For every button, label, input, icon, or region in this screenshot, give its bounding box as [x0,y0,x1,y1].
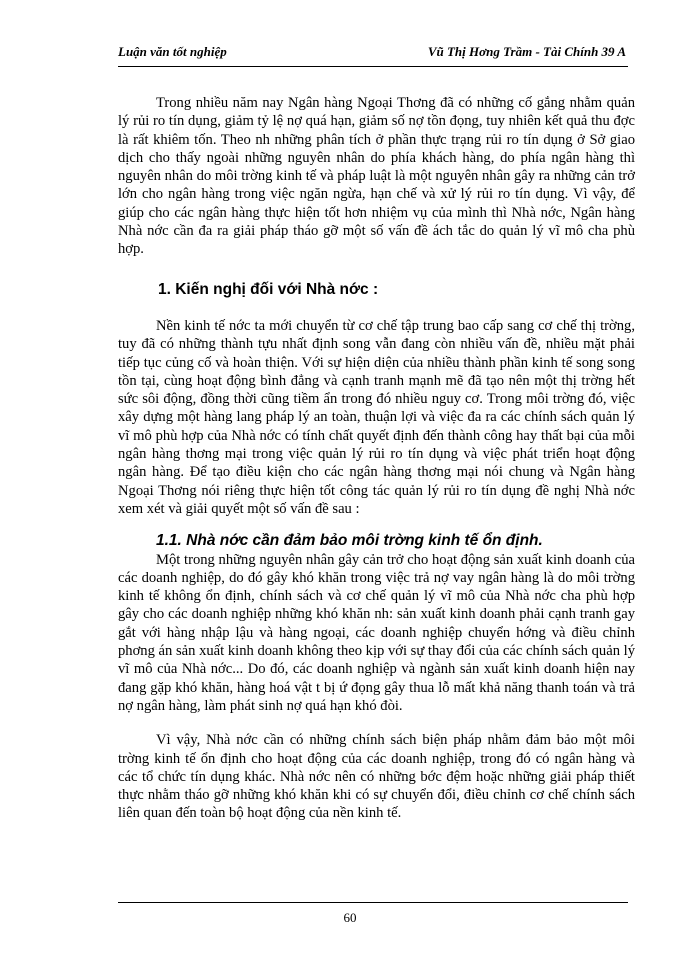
page-header [118,40,626,62]
page-number: 60 [343,910,357,925]
subsection-paragraph-1: Một trong những nguyên nhân gây cản trở cho hoạt động sản xuất kinh doanh của các doanh nghiệp, do đó gây khó khăn trong việc trả nợ vay ngân hàng là do môi trờng kinh tế không ổn định, chính sách và cơ chế quản lý vĩ mô của Nhà nớc cha phù hợp gây cho các doanh nghiệp những khó khăn nh: sản xuất kinh doanh phải cạnh tranh gay gắt với hàng nhập lậu và hàng ngoại, các doanh nghiệp chuyển hớng và điều chỉnh phơng án sản xuất kinh doanh không theo kịp với sự thay đổi của các chính sách quản lý vĩ mô của Nhà nớc... Do đó, các doanh nghiệp và ngành sản xuất kinh doanh hiện nay đang gặp khó khăn, hàng hoá vật t bị ứ đọng gây thua lỗ mất khả năng thanh toán và trả nợ ngân hàng, làm phát sinh nợ quá hạn khó đòi. [118,551,635,714]
section-heading: 1. Kiến nghị đối với Nhà nớc : [158,280,379,298]
paragraph-spacer [118,715,635,731]
subsection-heading: 1.1. Nhà nớc cần đảm bảo môi trờng kinh tế ổn định. [156,532,543,550]
section-paragraph: Nền kinh tế nớc ta mới chuyển từ cơ chế tập trung bao cấp sang cơ chế thị trờng, tuy đã có những thành tựu nhất định song vẫn đang còn nhiều vấn đề, nhiều mặt phải tiếp tục củng cố và hoàn thiện. Với sự hiện diện của nhiều thành phần kinh tế song song tồn tại, cùng hoạt động bình đẳng và cạnh tranh mạnh mẽ đã tạo nên một thị trờng hết sức sôi động, đồng thời cũng tiềm ẩn trong đó nhiều nguy cơ. Trong môi trờng đó, việc xây dựng một hàng lang pháp lý an toàn, thuận lợi và việc đa ra các chính sách quản lý vĩ mô phù hợp của Nhà nớc có tính chất quyết định đến thành công hay thất bại của mỗi ngân hàng thơng mại trong việc quản lý rủi ro tín dụng và việc phát triển hoạt động ngân hàng. Để tạo điều kiện cho các ngân hàng thơng mại nói chung và Ngân hàng Ngoại Thơng nói riêng thực hiện tốt công tác quản lý rủi ro tín dụng đề nghị Nhà nớc xem xét và giải quyết một số vấn đề sau : [118,317,635,517]
footer-divider [118,902,628,903]
header-thesis-label: Luận văn tốt nghiệp [118,44,227,59]
subsection-paragraph-2: Vì vậy, Nhà nớc cần có những chính sách biện pháp nhằm đảm bảo một môi trờng kinh tế ổn định cho hoạt động của các doanh nghiệp, trong đó có ngân hàng và các tổ chức tín dụng khác. Nhà nớc nên có những bớc đệm hoặc những giải pháp thiết thực nhằm tháo gỡ những khó khăn khi có sự chuyển đổi, điều chỉnh cơ chế chính sách liên quan đến toàn bộ hoạt động của nền kinh tế. [118,732,635,822]
header-author-label: Vũ Thị Hơng Trầm - Tài Chính 39 A [427,44,626,59]
header-divider [118,66,628,67]
document-body [118,94,635,823]
intro-paragraph: Trong nhiều năm nay Ngân hàng Ngoại Thơng đã có những cố gắng nhằm quản lý rủi ro tín dụng, giảm tỷ lệ nợ quá hạn, giảm số nợ tồn đọng, tuy nhiên kết quả thu đợc là rất khiêm tốn. Theo nh những phân tích ở phần thực trạng rủi ro tín dụng ở Sở giao dịch cho thấy ngoài những nguyên nhân do phía khách hàng, do phía ngân hàng thì nguyên nhân do môi trờng kinh tế và pháp luật là một nguyên nhân gây ra những cản trở lớn cho ngân hàng trong việc ngăn ngừa, hạn chế và xử lý rủi ro tín dụng. Vì vậy, để giúp cho các ngân hàng thực hiện tốt hơn nhiệm vụ của mình thì Nhà nớc, Ngân hàng Nhà nớc cần đa ra giải pháp tháo gỡ một số vấn đề ách tắc do quản lý vĩ mô cha phù hợp. [118,95,635,258]
